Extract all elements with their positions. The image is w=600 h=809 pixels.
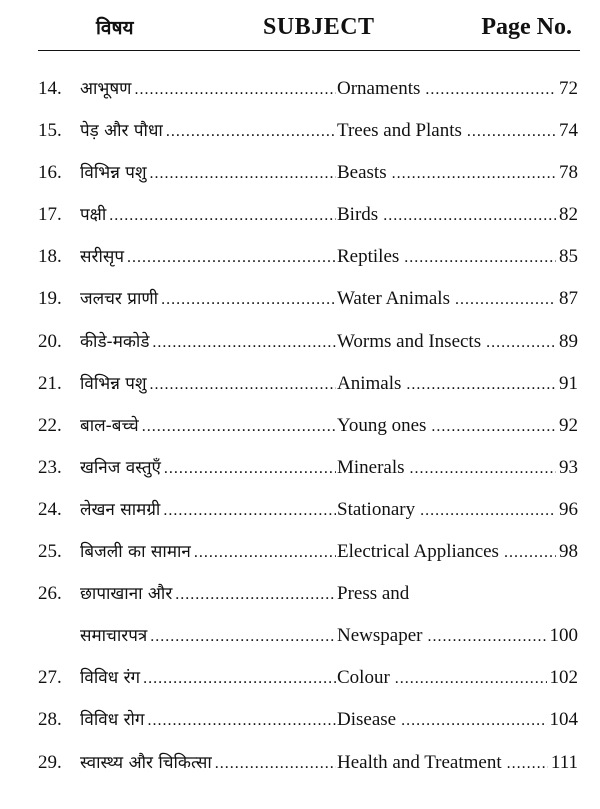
entry-page-number: 104	[549, 709, 578, 731]
entry-page-number: 100	[549, 625, 578, 647]
toc-entry	[38, 278, 578, 320]
entry-page-number: 78	[559, 162, 578, 184]
entry-english-column	[337, 110, 578, 153]
toc-entry	[38, 110, 578, 152]
toc-entry	[38, 236, 578, 278]
entry-english-title: Health and Treatment	[337, 751, 502, 773]
entry-english-column	[337, 742, 578, 785]
leader-dots	[410, 448, 556, 490]
toc-entry	[38, 657, 578, 699]
leader-dots	[152, 322, 336, 364]
entry-hindi-column	[80, 194, 336, 237]
leader-dots	[215, 743, 336, 785]
entry-number: 23.	[38, 456, 62, 478]
entry-number: 16.	[38, 162, 62, 184]
entry-english-title: Press and	[337, 583, 410, 605]
leader-dots	[164, 448, 336, 490]
entry-hindi-column	[80, 236, 336, 279]
entry-hindi-column	[80, 68, 336, 111]
entry-number: 24.	[38, 498, 62, 520]
entry-english-column	[337, 573, 578, 615]
leader-dots	[150, 153, 336, 195]
leader-dots	[150, 364, 336, 406]
leader-dots	[395, 658, 547, 700]
leader-dots	[486, 322, 556, 364]
entry-english-title: Ornaments	[337, 78, 421, 99]
entry-hindi-column	[80, 531, 336, 574]
leader-dots	[134, 69, 336, 111]
entry-english-title: Stationary	[337, 498, 416, 520]
leader-dots	[166, 111, 336, 153]
toc-entry	[38, 363, 578, 405]
toc-entry	[38, 68, 578, 110]
entry-hindi-column	[80, 489, 336, 532]
leader-dots	[148, 700, 337, 742]
entry-page-number: 102	[549, 667, 578, 689]
leader-dots	[406, 364, 556, 406]
toc-entry	[38, 573, 578, 615]
header-subject: SUBJECT	[263, 14, 375, 40]
entry-hindi-column	[80, 278, 336, 321]
leader-dots	[504, 532, 556, 574]
entry-hindi-title: विभिन्न पशु	[80, 373, 147, 394]
entry-english-column	[337, 699, 578, 742]
entry-english-column	[337, 363, 578, 406]
entry-english-title: Water Animals	[337, 288, 450, 310]
entry-hindi-title: जलचर प्राणी	[80, 289, 159, 310]
toc-entry	[38, 194, 578, 236]
entry-page-number: 74	[559, 120, 578, 142]
entry-hindi-column	[80, 152, 336, 195]
leader-dots	[163, 490, 336, 532]
entry-english-column	[337, 615, 578, 658]
entry-english-title: Colour	[337, 667, 390, 689]
entry-english-column	[337, 657, 578, 700]
entry-hindi-column	[80, 699, 336, 742]
entry-hindi-title: छापाखाना और	[80, 584, 173, 605]
entry-hindi-title: बाल-बच्चे	[80, 415, 139, 436]
entry-number: 25.	[38, 541, 62, 563]
entry-english-title: Disease	[337, 709, 397, 731]
entry-page-number: 87	[559, 288, 578, 310]
leader-dots	[404, 237, 556, 279]
header-hindi-subject: विषय	[96, 17, 134, 39]
entry-number: 18.	[38, 246, 62, 268]
toc-entry	[38, 447, 578, 489]
leader-dots	[150, 616, 336, 658]
entry-number: 17.	[38, 204, 62, 226]
leader-dots	[161, 279, 336, 321]
entry-hindi-title: सरीसृप	[80, 247, 124, 268]
toc-entry	[38, 615, 578, 657]
entry-number: 22.	[38, 414, 62, 436]
entry-hindi-column	[80, 657, 336, 700]
entry-english-title: Young ones	[337, 414, 427, 436]
entry-page-number: 85	[559, 246, 578, 268]
entry-english-column	[337, 194, 578, 237]
entry-hindi-title: विभिन्न पशु	[80, 163, 147, 184]
entry-english-column	[337, 278, 578, 321]
entry-page-number: 82	[559, 204, 578, 226]
entry-hindi-title: आभूषण	[80, 79, 132, 99]
toc-entry	[38, 321, 578, 363]
entry-page-number: 92	[559, 414, 578, 436]
entry-hindi-title: पेड़ और पौधा	[80, 121, 163, 142]
entry-hindi-column	[80, 363, 336, 406]
entry-hindi-title: खनिज वस्तुएँ	[80, 457, 161, 478]
entry-hindi-column	[80, 405, 336, 448]
leader-dots	[142, 406, 336, 448]
entry-number: 20.	[38, 330, 62, 352]
entry-page-number: 96	[559, 498, 578, 520]
entry-hindi-title: लेखन सामग्री	[80, 499, 161, 520]
entry-page-number: 89	[559, 330, 578, 352]
leader-dots	[507, 743, 548, 785]
leader-dots	[109, 195, 336, 237]
entry-number: 28.	[38, 709, 62, 731]
entry-number: 26.	[38, 583, 62, 605]
leader-dots	[127, 237, 336, 279]
entry-number: 14.	[38, 78, 62, 99]
entry-page-number: 91	[559, 372, 578, 394]
entry-english-column	[337, 531, 578, 574]
leader-dots	[194, 532, 336, 574]
leader-dots	[143, 658, 336, 700]
entry-hindi-title: विविध रोग	[80, 710, 145, 731]
entry-hindi-title: बिजली का सामान	[80, 542, 191, 563]
entry-page-number: 98	[559, 541, 578, 563]
toc-entry	[38, 152, 578, 194]
leader-dots	[392, 153, 556, 195]
entry-english-column	[337, 405, 578, 448]
entry-page-number: 111	[550, 751, 578, 773]
entry-hindi-column	[80, 573, 336, 616]
entry-hindi-title: कीडे-मकोडे	[80, 331, 150, 352]
entry-hindi-column	[80, 742, 336, 785]
header-divider	[38, 50, 580, 51]
leader-dots	[401, 700, 546, 742]
entry-english-column	[337, 68, 578, 111]
entry-hindi-column	[80, 447, 336, 490]
entry-page-number: 72	[559, 78, 578, 99]
entry-number: 27.	[38, 667, 62, 689]
table-of-contents	[38, 68, 578, 784]
entry-english-title: Minerals	[337, 456, 405, 478]
toc-entry	[38, 742, 578, 784]
entry-hindi-title: स्वास्थ्य और चिकित्सा	[80, 752, 212, 773]
leader-dots	[425, 69, 556, 111]
entry-number: 21.	[38, 372, 62, 394]
entry-hindi-title: विविध रंग	[80, 668, 141, 689]
entry-hindi-column	[80, 615, 336, 658]
entry-english-title: Newspaper	[337, 625, 423, 647]
entry-english-column	[337, 321, 578, 364]
leader-dots	[455, 279, 556, 321]
entry-english-title: Electrical Appliances	[337, 541, 499, 563]
entry-hindi-title: पक्षी	[80, 205, 107, 226]
leader-dots	[467, 111, 556, 153]
entry-english-column	[337, 447, 578, 490]
header-page-no: Page No.	[481, 14, 572, 40]
entry-number: 29.	[38, 751, 62, 773]
leader-dots	[420, 490, 556, 532]
entry-english-column	[337, 489, 578, 532]
toc-entry	[38, 699, 578, 741]
entry-english-title: Beasts	[337, 162, 387, 184]
leader-dots	[175, 574, 336, 616]
entry-hindi-column	[80, 110, 336, 153]
entry-number: 19.	[38, 288, 62, 310]
entry-english-title: Animals	[337, 372, 402, 394]
entry-hindi-column	[80, 321, 336, 364]
entry-number: 15.	[38, 120, 62, 142]
entry-hindi-title: समाचारपत्र	[80, 626, 148, 647]
entry-english-title: Reptiles	[337, 246, 400, 268]
leader-dots	[427, 616, 546, 658]
toc-entry	[38, 489, 578, 531]
leader-dots	[431, 406, 556, 448]
leader-dots	[383, 195, 556, 237]
entry-english-title: Worms and Insects	[337, 330, 482, 352]
entry-english-title: Birds	[337, 204, 379, 226]
entry-english-title: Trees and Plants	[337, 120, 462, 142]
entry-page-number: 93	[559, 456, 578, 478]
entry-english-column	[337, 236, 578, 279]
entry-english-column	[337, 152, 578, 195]
toc-entry	[38, 405, 578, 447]
toc-header	[38, 12, 578, 44]
toc-entry	[38, 531, 578, 573]
